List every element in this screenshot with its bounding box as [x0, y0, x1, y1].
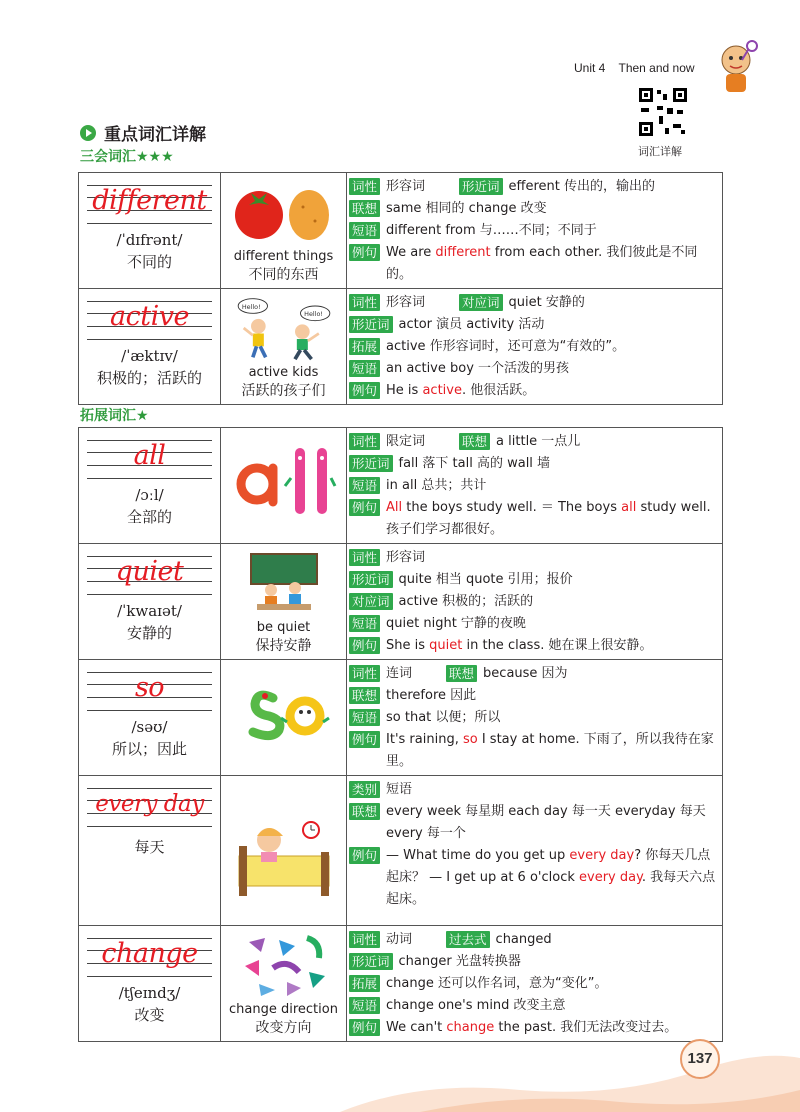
detail-line: [349, 453, 720, 475]
detail-text: He is active. 他很活跃。: [386, 383, 536, 398]
meaning: 积极的；活跃的: [96, 369, 202, 387]
table-row: [79, 660, 723, 776]
table-row: [79, 544, 723, 660]
detail-text: fall 落下 tall 高的 wall 墙: [398, 456, 551, 471]
picture-cell: [221, 660, 347, 776]
category-tag: 对应词: [459, 294, 503, 311]
detail-text: 形容词: [386, 295, 426, 310]
script-word: quiet: [115, 556, 184, 587]
detail-line: [349, 1017, 720, 1039]
svg-text:Hello!: Hello!: [303, 310, 323, 319]
category-tag: 例句: [349, 244, 380, 261]
table-row: [79, 926, 723, 1042]
detail-text: quite 相当 quote 引用；报价: [398, 572, 573, 587]
vocab-table-core: [78, 172, 723, 405]
detail-line: [349, 635, 720, 657]
detail-text: therefore 因此: [386, 688, 477, 703]
category-tag: 短语: [349, 709, 380, 726]
detail-line: [349, 801, 720, 845]
group-label: 拓展词汇: [80, 408, 136, 424]
category-tag: 短语: [349, 997, 380, 1014]
detail-text: changer 光盘转换器: [398, 954, 521, 969]
word-cell: [79, 428, 221, 544]
detail-cell: [347, 173, 723, 289]
detail-cell: [347, 544, 723, 660]
phonetic: /tʃeɪndʒ/: [118, 984, 181, 1002]
category-tag: 联想: [459, 433, 490, 450]
detail-text: quiet 安静的: [508, 295, 585, 310]
category-tag: 短语: [349, 360, 380, 377]
highlight-word: All: [386, 500, 403, 515]
picture-cell: [221, 926, 347, 1042]
detail-text: 形容词: [386, 179, 426, 194]
category-tag: 形近词: [349, 316, 393, 333]
category-tag: 例句: [349, 499, 380, 516]
category-tag: 例句: [349, 1019, 380, 1036]
meaning: 安静的: [126, 624, 172, 642]
meaning: 每天: [134, 838, 165, 856]
qr-code-icon[interactable]: [637, 86, 689, 138]
detail-text: efferent 传出的，输出的: [508, 179, 656, 194]
detail-line: [349, 292, 720, 314]
category-tag: 短语: [349, 477, 380, 494]
section-title-text: 重点词汇详解: [104, 125, 206, 145]
detail-cell: [347, 776, 723, 926]
detail-line: [349, 951, 720, 973]
category-tag: 短语: [349, 615, 380, 632]
section-title: [80, 120, 206, 145]
tomato-potato-illustration: [229, 179, 339, 245]
category-tag: 词性: [349, 178, 380, 195]
detail-text: She is quiet in the class. 她在课上很安静。: [386, 638, 653, 653]
category-tag: 词性: [349, 549, 380, 566]
highlight-word: every day: [579, 870, 642, 885]
detail-line: [349, 380, 720, 402]
detail-text: in all 总共；共计: [386, 478, 487, 493]
picture-cell: [221, 173, 347, 289]
table-row: [79, 428, 723, 544]
phonetic: /ˈæktɪv/: [121, 347, 178, 365]
meaning: 全部的: [126, 508, 172, 526]
category-tag: 联想: [349, 687, 380, 704]
detail-text: 短语: [386, 782, 413, 797]
table-row: [79, 776, 723, 926]
detail-text: active 作形容词时，还可意为“有效的”。: [386, 339, 626, 354]
detail-line: [349, 314, 720, 336]
detail-text: same 相同的 change 改变: [386, 201, 547, 216]
category-tag: 形近词: [349, 953, 393, 970]
bed-wakeup-illustration: [229, 796, 339, 906]
script-word: different: [92, 185, 207, 216]
detail-line: [349, 929, 720, 951]
detail-text: change one's mind 改变主意: [386, 998, 566, 1013]
table-row: [79, 173, 723, 289]
detail-line: [349, 358, 720, 380]
unit-header: [574, 61, 705, 75]
word-cell: [79, 173, 221, 289]
picture-cell: [221, 776, 347, 926]
detail-cell: [347, 289, 723, 405]
category-tag: 过去式: [446, 931, 490, 948]
active-kids-illustration: [224, 295, 344, 361]
detail-line: [349, 707, 720, 729]
group-title-1: [80, 146, 174, 166]
detail-text: change 还可以作名词，意为“变化”。: [386, 976, 608, 991]
category-tag: 对应词: [349, 593, 393, 610]
vocab-table-extended: [78, 427, 723, 1042]
detail-text: changed: [495, 932, 552, 947]
meaning: 改变: [134, 1006, 165, 1024]
category-tag: 联想: [349, 200, 380, 217]
detail-text: an active boy 一个活泼的男孩: [386, 361, 570, 376]
detail-line: [349, 613, 720, 635]
detail-text: different from 与……不同；不同于: [386, 223, 597, 238]
detail-line: [349, 497, 720, 541]
picture-caption-en: change direction: [229, 1002, 338, 1017]
detail-line: [349, 475, 720, 497]
picture-caption-en: different things: [233, 249, 334, 264]
detail-line: [349, 431, 720, 453]
group-title-2: [80, 405, 149, 425]
picture-caption-en: active kids: [248, 365, 319, 380]
category-tag: 词性: [349, 433, 380, 450]
letters-all-illustration: [229, 428, 339, 528]
category-tag: 词性: [349, 931, 380, 948]
category-tag: 拓展: [349, 975, 380, 992]
phonetic: /səʊ/: [131, 718, 168, 736]
phonetic: /ˈkwaɪət/: [117, 602, 182, 620]
highlight-word: so: [462, 732, 478, 747]
detail-text: It's raining, so I stay at home. 下雨了，所以我待在家里。: [386, 732, 714, 769]
detail-line: [349, 663, 720, 685]
category-tag: 形近词: [349, 571, 393, 588]
star-icon: ★: [136, 408, 149, 424]
detail-text: 连词: [386, 666, 413, 681]
page-number: 137: [680, 1039, 720, 1079]
category-tag: 联想: [349, 803, 380, 820]
script-word: every day: [95, 791, 204, 817]
detail-text: All the boys study well. ＝ The boys all study well. 孩子们学习都很好。: [386, 500, 711, 537]
detail-line: [349, 779, 720, 801]
meaning: 所以；因此: [111, 740, 187, 758]
detail-text: so that 以便；所以: [386, 710, 501, 725]
svg-text:Hello!: Hello!: [241, 302, 261, 311]
script-word: so: [134, 672, 165, 703]
highlight-word: quiet: [429, 638, 463, 653]
category-tag: 词性: [349, 665, 380, 682]
detail-text: We are different from each other. 我们彼此是不同的。: [386, 245, 698, 282]
bottom-wave-decoration: [0, 1040, 800, 1112]
detail-line: [349, 198, 720, 220]
star-icon: ★★★: [136, 149, 174, 165]
play-icon: [80, 125, 96, 141]
highlight-word: active: [422, 383, 462, 398]
category-tag: 联想: [446, 665, 477, 682]
category-tag: 形近词: [459, 178, 503, 195]
detail-text: a little 一点儿: [496, 434, 581, 449]
highlight-word: different: [435, 245, 491, 260]
detail-line: [349, 973, 720, 995]
picture-caption-zh: 活跃的孩子们: [241, 383, 326, 399]
detail-line: [349, 685, 720, 707]
detail-text: every week 每星期 each day 每一天 everyday 每天 every 每一个: [386, 804, 706, 841]
detail-text: quiet night 宁静的夜晚: [386, 616, 526, 631]
picture-caption-zh: 保持安静: [255, 638, 312, 654]
meaning: 不同的: [126, 253, 172, 271]
picture-cell: [221, 428, 347, 544]
category-tag: 类别: [349, 781, 380, 798]
detail-text: 限定词: [386, 434, 426, 449]
detail-cell: [347, 428, 723, 544]
detail-line: [349, 336, 720, 358]
mascot-illustration: [714, 38, 760, 98]
category-tag: 例句: [349, 637, 380, 654]
category-tag: 形近词: [349, 455, 393, 472]
detail-text: We can't change the past. 我们无法改变过去。: [386, 1020, 678, 1035]
detail-cell: [347, 660, 723, 776]
picture-cell: [221, 289, 347, 405]
category-tag: 词性: [349, 294, 380, 311]
qr-label: 词汇详解: [638, 145, 682, 158]
script-word: active: [110, 301, 189, 332]
unit-label: Unit 4: [574, 61, 606, 75]
unit-title: Then and now: [618, 61, 695, 75]
detail-line: [349, 569, 720, 591]
detail-line: [349, 995, 720, 1017]
phonetic: /ɔːl/: [135, 486, 164, 504]
script-word: all: [133, 440, 166, 471]
word-cell: [79, 289, 221, 405]
detail-cell: [347, 926, 723, 1042]
detail-line: [349, 591, 720, 613]
detail-text: active 积极的；活跃的: [398, 594, 534, 609]
letters-so-illustration: [229, 660, 339, 760]
detail-line: [349, 547, 720, 569]
category-tag: 例句: [349, 731, 380, 748]
classroom-illustration: [249, 550, 319, 616]
word-cell: [79, 776, 221, 926]
detail-text: actor 演员 activity 活动: [398, 317, 545, 332]
detail-line: [349, 729, 720, 773]
category-tag: 例句: [349, 847, 380, 864]
highlight-word: all: [621, 500, 637, 515]
group-label: 三会词汇: [80, 149, 136, 165]
detail-line: [349, 242, 720, 286]
detail-line: [349, 176, 720, 198]
picture-caption-zh: 改变方向: [255, 1020, 312, 1036]
phonetic: /ˈdɪfrənt/: [116, 231, 183, 249]
category-tag: 拓展: [349, 338, 380, 355]
detail-text: 动词: [386, 932, 413, 947]
highlight-word: every day: [569, 848, 635, 863]
script-word: change: [101, 938, 198, 969]
detail-text: because 因为: [483, 666, 568, 681]
table-row: [79, 289, 723, 405]
change-direction-arrows-illustration: [229, 932, 339, 998]
category-tag: 短语: [349, 222, 380, 239]
word-cell: [79, 660, 221, 776]
detail-line: [349, 845, 720, 911]
picture-caption-zh: 不同的东西: [248, 267, 319, 283]
detail-line: [349, 220, 720, 242]
word-cell: [79, 926, 221, 1042]
highlight-word: change: [446, 1020, 495, 1035]
category-tag: 例句: [349, 382, 380, 399]
detail-text: — What time do you get up every day? 你每天几点起床？ — I get up at 6 o'clock every day. 我每天六点起床。: [386, 848, 716, 907]
detail-text: 形容词: [386, 550, 426, 565]
picture-cell: [221, 544, 347, 660]
picture-caption-en: be quiet: [256, 620, 311, 635]
word-cell: [79, 544, 221, 660]
